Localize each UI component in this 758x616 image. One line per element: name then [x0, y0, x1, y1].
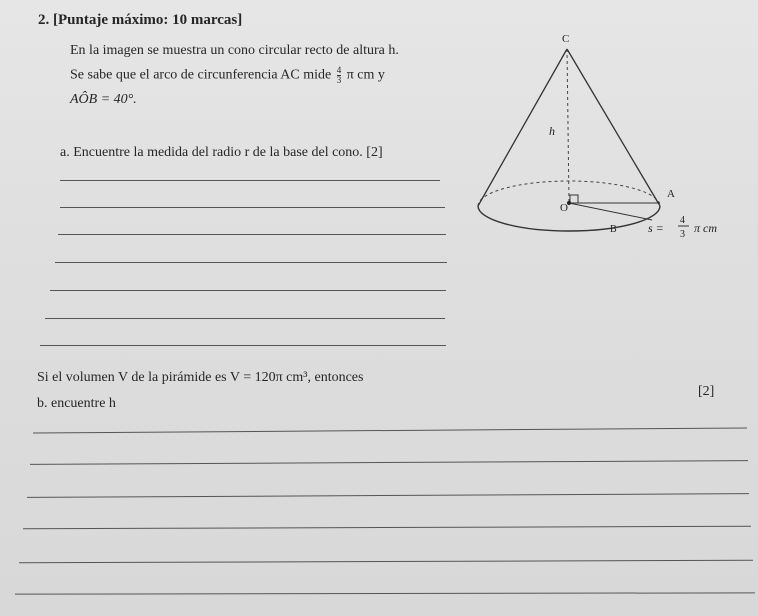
radius-ob [569, 203, 652, 220]
stem-line-2-text: Se sabe que el arco de circunferencia AC mide [70, 67, 332, 83]
arc-label-numerator: 4 [680, 215, 685, 226]
label-a: A [667, 188, 675, 200]
part-b-intro: Si el volumen V de la pirámide es V = 120π cm³, entonces [37, 370, 364, 385]
question-header: 2. [Puntaje máximo: 10 marcas] [38, 12, 243, 28]
label-o: O [560, 202, 568, 214]
arc-fraction-numerator: 4 [336, 65, 342, 75]
right-angle-marker [570, 195, 578, 203]
label-h: h [549, 124, 555, 138]
stem-line-2-unit: π cm y [346, 67, 385, 83]
cone-base-front-arc [478, 206, 660, 231]
part-b-prompt: b. encuentre h [37, 396, 116, 411]
part-b-marks: [2] [698, 384, 715, 399]
part-a-prompt: a. Encuentre la medida del radio r de la base del cono. [2] [60, 145, 383, 160]
arc-fraction-denominator: 3 [336, 75, 342, 85]
arc-label-denominator: 3 [680, 229, 685, 240]
cone-right-slant [567, 49, 660, 206]
arc-label-unit: π cm [694, 221, 718, 235]
stem-line-3: AÔB = 40°. [70, 92, 137, 107]
stem-line-1: En la imagen se muestra un cono circular recto de altura h. [70, 43, 399, 58]
label-b: B [610, 224, 617, 235]
arc-label-prefix: s = [648, 221, 664, 235]
label-c: C [562, 33, 570, 45]
cone-height-line [567, 49, 569, 203]
